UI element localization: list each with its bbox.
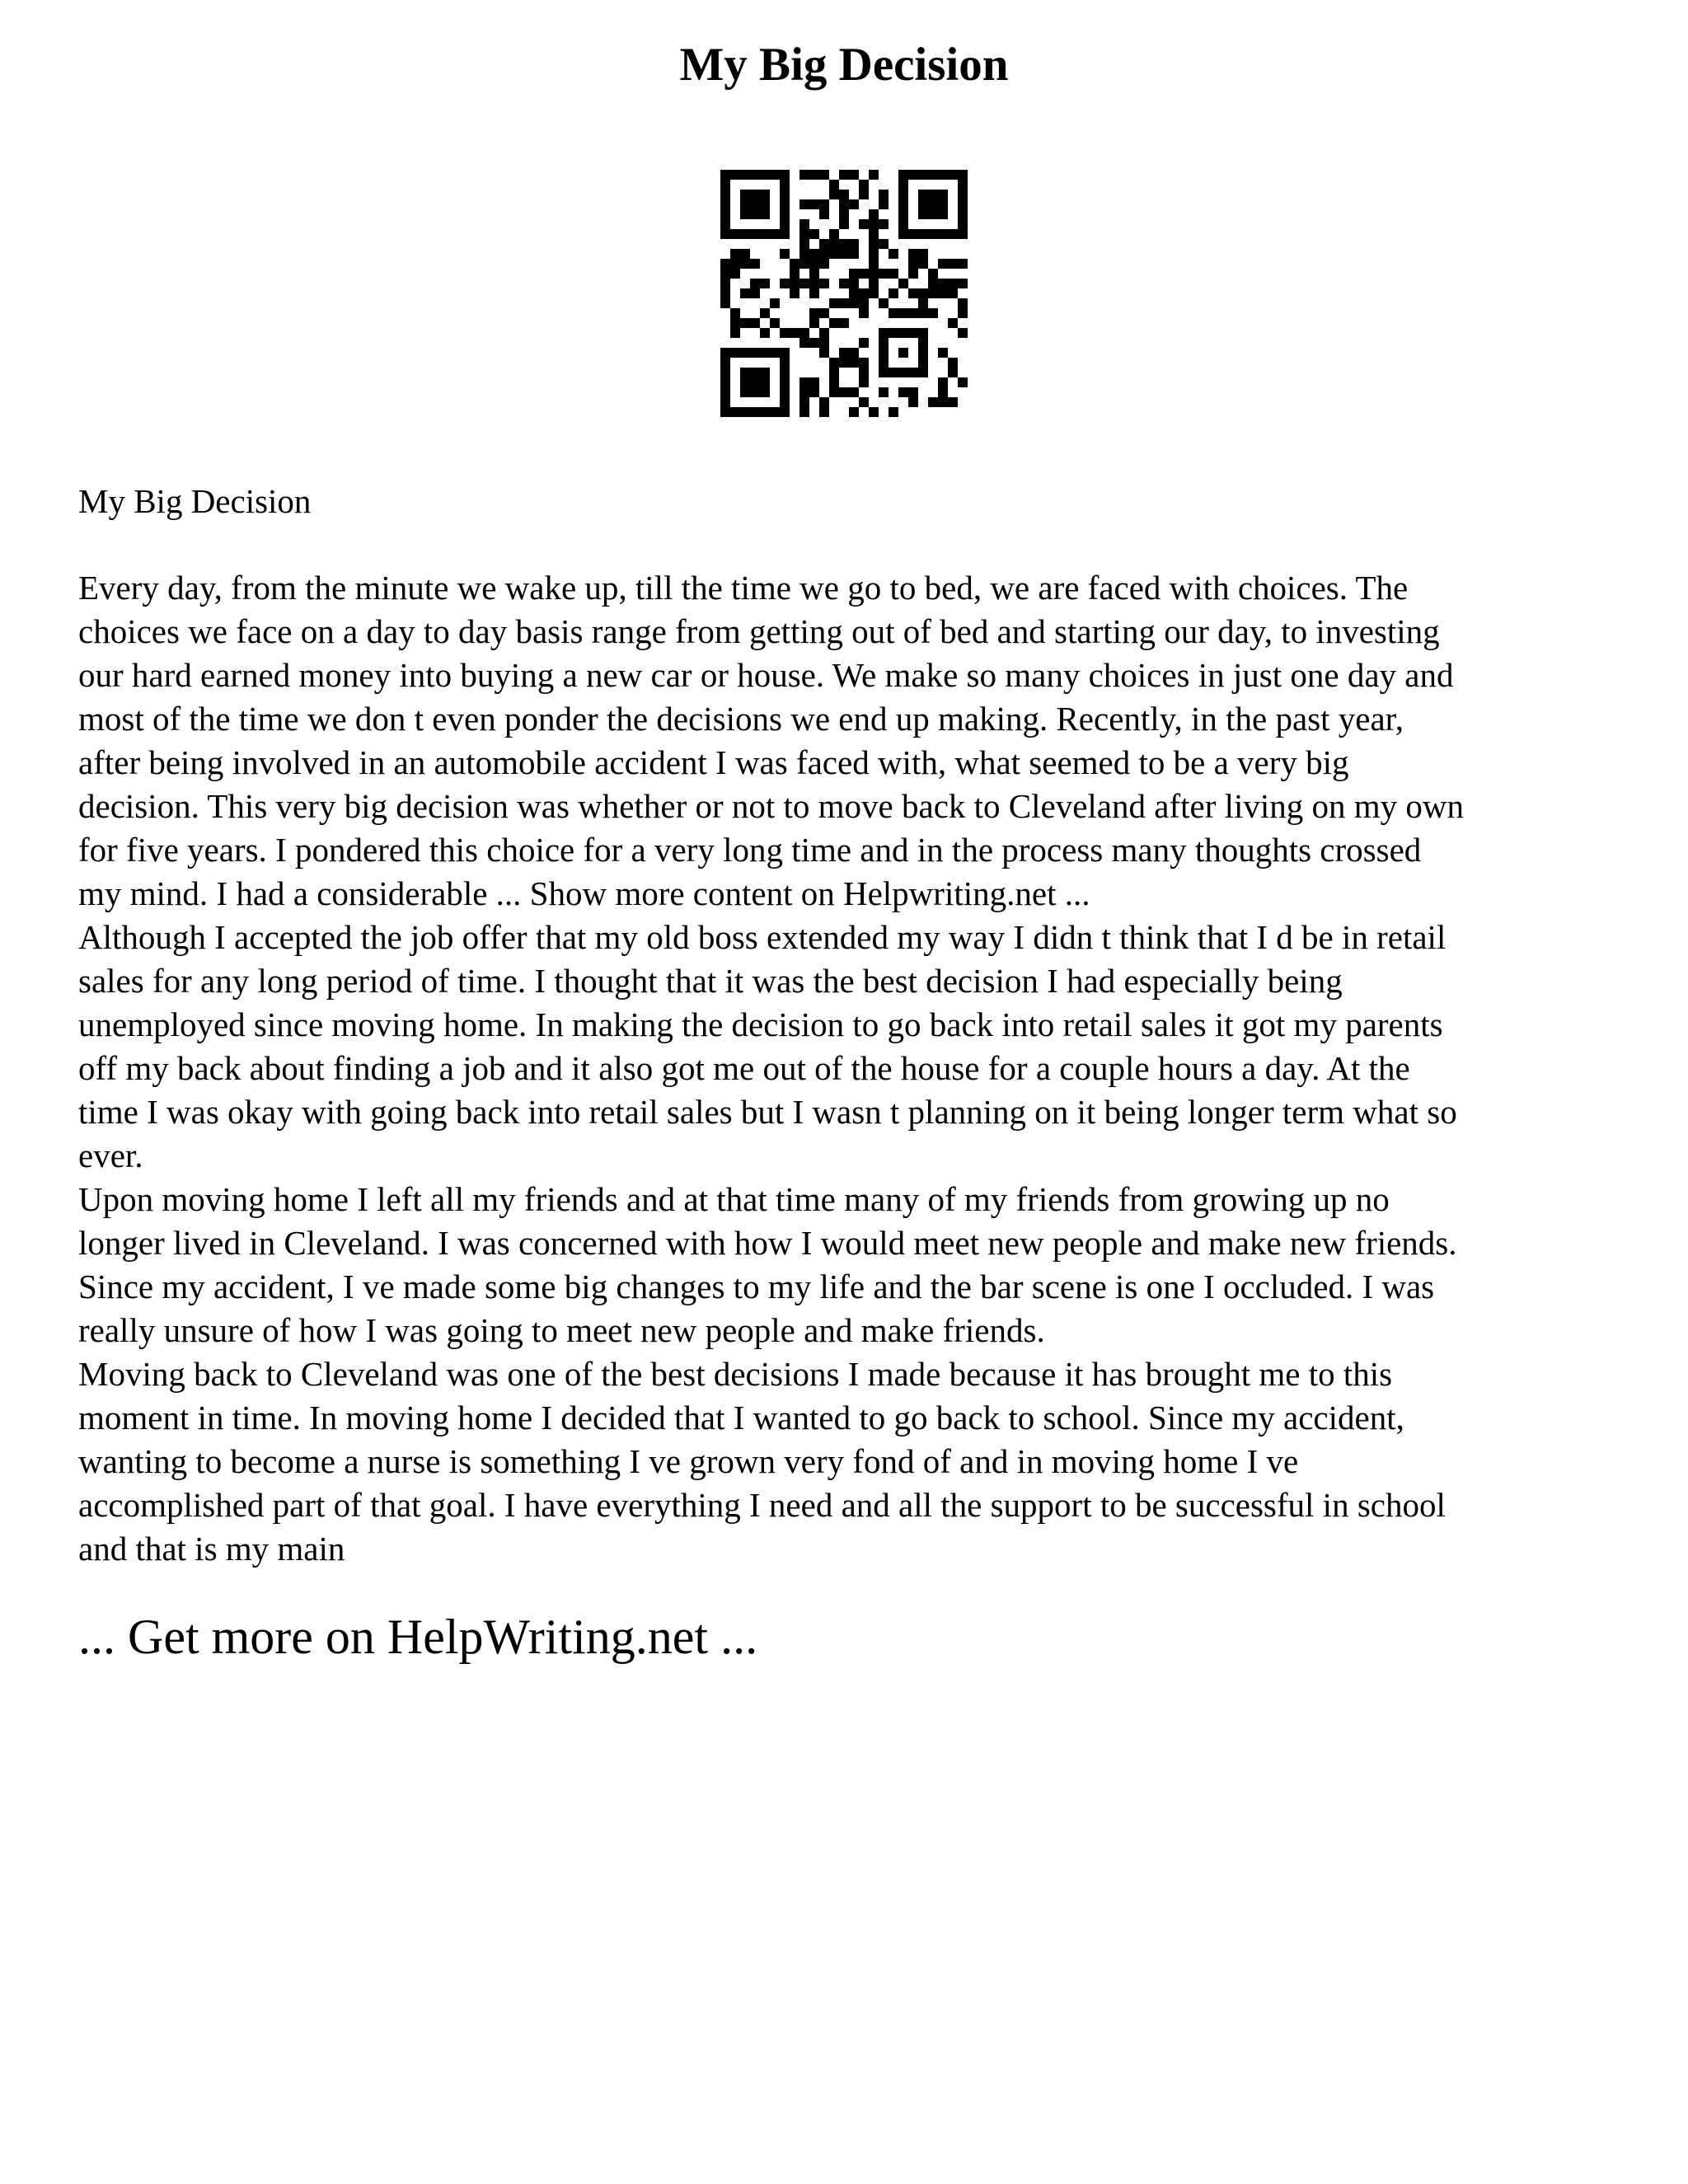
paragraph-4: Moving back to Cleveland was one of the best decisions I made because it has brought me to this moment in time. In moving home I decided that I wanted to go back to school. Since my accident, wanting to become a nurse is something I ve grown very fond of and in moving home I ve accomplished part of that goal. I have everything I need and all the support to be successful in school and that is my main bbox=[78, 1355, 1446, 1568]
qr-code-icon bbox=[720, 170, 968, 417]
get-more-link[interactable]: ... Get more on HelpWriting.net ... bbox=[78, 1610, 758, 1664]
paragraph-3: Upon moving home I left all my friends and at that time many of my friends from growing up no longer lived in Cleveland. I was concerned with how I would meet new people and make new friends. Since my accident, I ve made some big changes to my life and the bar scene is one I occluded. I was really unsure of how I was going to meet new people and make friends. bbox=[78, 1180, 1457, 1349]
paragraph-1: Every day, from the minute we wake up, till the time we go to bed, we are faced with choices. The choices we face on a day to day basis range from getting out of bed and starting our day, to investing our hard earned money into buying a new car or house. We make so many choices in just one day and most of the time we don t even ponder the decisions we end up making. Recently, in the past year, after being involved in an automobile accident I was faced with, what seemed to be a very big decision. This very big decision was whether or not to move back to Cleveland after living on my own for five years. I pondered this choice for a very long time and in the process many thoughts crossed my mind. I had a considerable ... Show more content on Helpwriting.net ... bbox=[78, 569, 1465, 912]
article-subheading: My Big Decision bbox=[78, 482, 312, 520]
paragraph-2: Although I accepted the job offer that my old boss extended my way I didn t think that I d be in retail sales for any long period of time. I thought that it was the best decision I had especially being unemployed since moving home. In making the decision to go back into retail sales it got my parents off my back about finding a job and it also got me out of the house for a couple hours a day. At the time I was okay with going back into retail sales but I wasn t planning on it being longer term what so ever. bbox=[78, 918, 1457, 1174]
page-title: My Big Decision bbox=[679, 39, 1009, 91]
article-body bbox=[78, 480, 1628, 1571]
